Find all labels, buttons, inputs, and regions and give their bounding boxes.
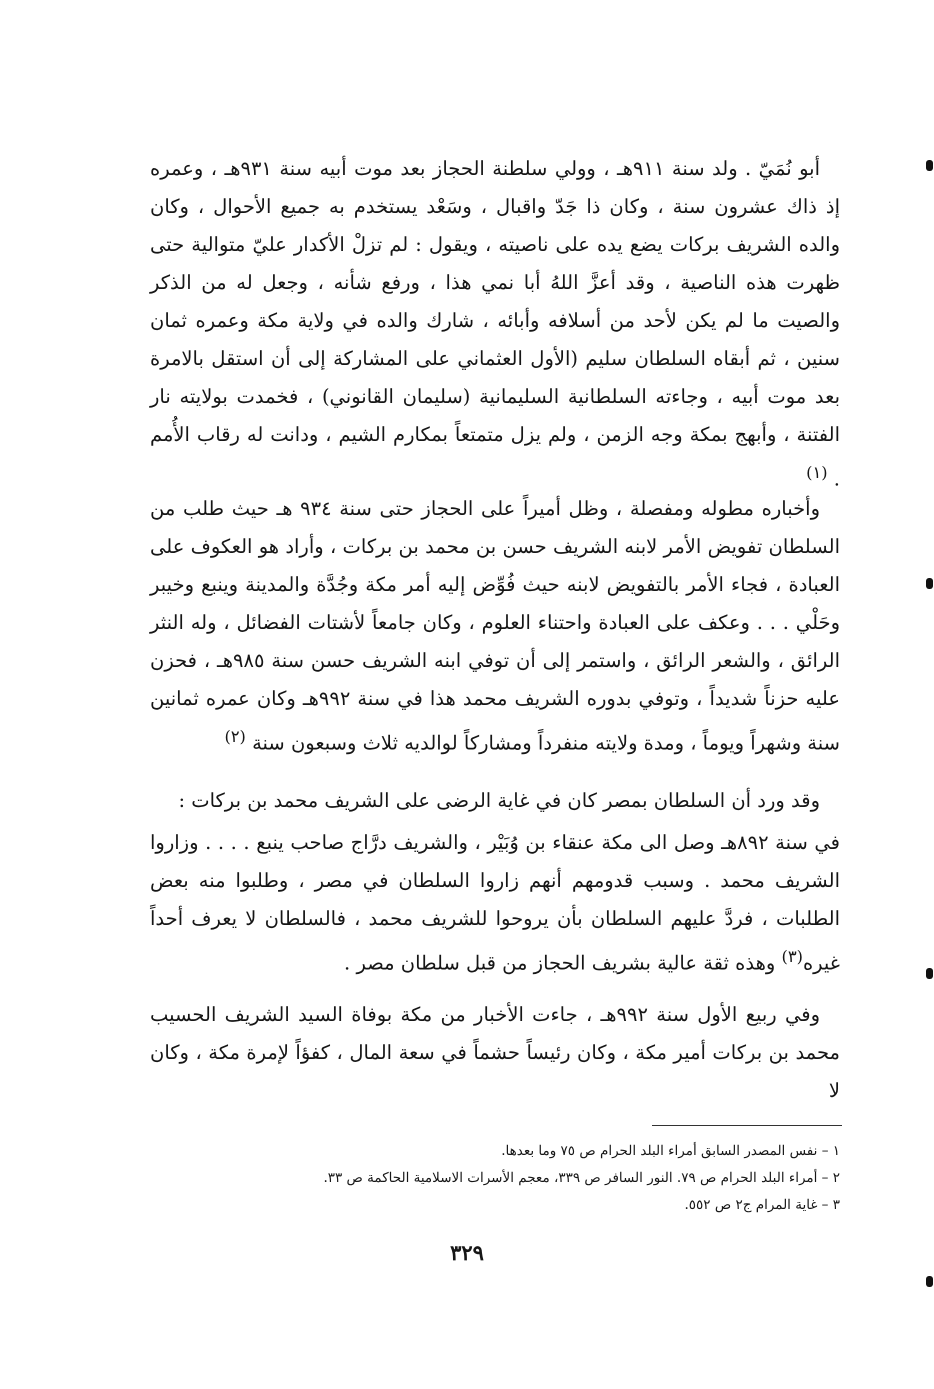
- footnote-1: ١ – نفس المصدر السابق أمراء البلد الحرام ص ٧٥ وما بعدها.: [501, 1143, 840, 1159]
- paragraph-1: [150, 150, 840, 499]
- page-number: ٣٢٩: [450, 1240, 484, 1265]
- footnote-3: ٣ – غاية المرام ج٢ ص ٥٥٢.: [684, 1197, 840, 1213]
- footnote-ref-2: (٢): [224, 727, 246, 746]
- footnote-divider: [652, 1125, 842, 1126]
- paragraph-3-text: وقد ورد أن السلطان بمصر كان في غاية الرضى على الشريف محمد بن بركات :: [178, 789, 820, 812]
- footnote-ref-1: (١): [806, 463, 828, 482]
- footnote-2: ٢ – أمراء البلد الحرام ص ٧٩. النور السافر ص ٣٣٩، معجم الأسرات الاسلامية الحاكمة ص ٣٣.: [323, 1170, 840, 1186]
- paragraph-4-tail: وهذه ثقة عالية بشريف الحجاز من قبل سلطان مصر .: [344, 951, 782, 975]
- paragraph-4: [150, 824, 840, 983]
- paragraph-4-text: في سنة ٨٩٢هـ وصل الى مكة عنقاء بن وُبَيْر ، والشريف درَّاج صاحب ينبع . . . . وزاروا الشريف محمد . وسبب قدومهم أنهم زاروا السلطان في مصر ، وطلبوا منه بعض الطلبات ، فردَّ عليهم السلطان بأن يروحوا للشريف محمد ، فالسلطان لا يعرف أحداً غيره: [150, 831, 841, 975]
- footnote-ref-3: (٣): [781, 947, 803, 966]
- scan-edge-mark: [926, 968, 933, 979]
- paragraph-2: [150, 490, 840, 763]
- paragraph-1-text: أبو نُمَيّ . ولد سنة ٩١١هـ ، وولي سلطنة الحجاز بعد موت أبيه سنة ٩٣١هـ ، وعمره إذ ذاك عشرون سنة ، وكان ذا جَدّ واقبال ، وسَعْد يستخدم به جميع الأحوال ، وكان والده الشريف بركات يضع يده على ناصيته ، ويقول : لم تزلْ الأكدار عليّ متوالية حتى ظهرت هذه الناصية ، وقد أعزَّ اللهُ أبا نمي هذا ، ورفع شأنه ، وجعل له من الذكر والصيت ما لم يكن لأحد من أسلافه وأبائه ، شارك والده في ولاية مكة وعمره ثمان سنين ، ثم أبقاه السلطان سليم (الأول العثماني على المشاركة إلى أن استقل بالامرة بعد موت أبيه ، وجاءته السلطانية السليمانية (سليمان القانوني) ، فخمدت بولايته نار الفتنة ، وأبهج بمكة وجه الزمن ، ولم يزل متمتعاً بمكارم الشيم ، ودانت له رقاب الأُمم .: [150, 157, 840, 491]
- scan-edge-mark: [926, 578, 933, 589]
- paragraph-5: [150, 996, 840, 1110]
- scan-edge-mark: [926, 1276, 933, 1287]
- paragraph-5-text: وفي ربيع الأول سنة ٩٩٢هـ ، جاءت الأخبار من مكة بوفاة السيد الشريف الحسيب محمد بن بركات أمير مكة ، وكان رئيساً حشماً في سعة المال ، كفؤاً لإمرة مكة ، وكان لا: [150, 1003, 840, 1102]
- footnotes: [150, 1138, 840, 1219]
- paragraph-3: [150, 782, 840, 820]
- scan-edge-mark: [926, 160, 933, 171]
- paragraph-2-text: وأخباره مطوله ومفصلة ، وظل أميراً على الحجاز حتى سنة ٩٣٤ هـ حيث طلب من السلطان تفويض الأمر لابنه الشريف حسن بن محمد بن بركات ، وأراد هو العكوف على العبادة ، فجاء الأمر بالتفويض لابنه حيث فُوِّض إليه أمر مكة وجُدَّة والمدينة وينبع وخيبر وحَلْي . . . وعكف على العبادة واحتناء العلوم ، وكان جامعاً لأشتات الفضائل ، وله النثر الرائق ، والشعر الرائق ، واستمر إلى أن توفي ابنه الشريف حسن سنة ٩٨٥هـ ، فحزن عليه حزناً شديداً ، وتوفي بدوره الشريف محمد هذا في سنة ٩٩٢هـ وكان عمره ثمانين سنة وشهراً ويوماً ، ومدة ولايته منفرداً ومشاركاً لوالديه ثلاث وسبعون سنة: [150, 497, 840, 755]
